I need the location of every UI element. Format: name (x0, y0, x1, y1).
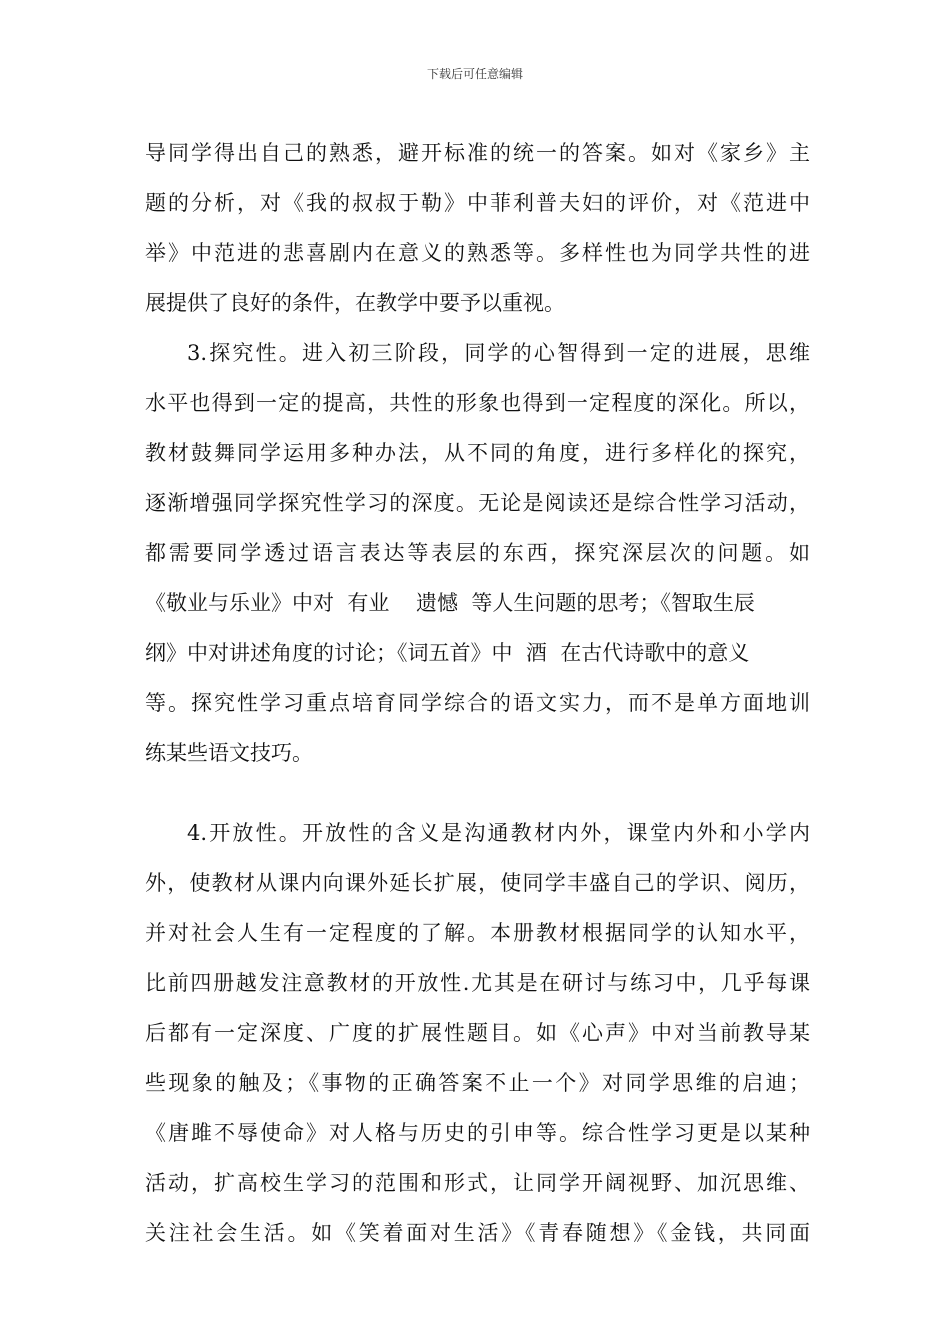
text-line: 活动，扩高校生学习的范围和形式，让同学开阔视野、加沉思维、 (145, 1171, 810, 1195)
text-line: 都需要同学透过语言表达等表层的东西，探究深层次的问题。如 (145, 541, 810, 565)
paragraph-first-line: 3.探究性。进入初三阶段，同学的心智得到一定的进展，思维 (187, 341, 810, 365)
text-line: 《敬业与乐业》中对 有业 遗憾 等人生问题的思考；《智取生辰 (145, 591, 755, 615)
text-line: 练某些语文技巧。 (145, 741, 313, 765)
text-line: 举》中范进的悲喜剧内在意义的熟悉等。多样性也为同学共性的进 (145, 241, 810, 265)
text-line: 纲》中对讲述角度的讨论；《词五首》中 酒 在古代诗歌中的意义 (145, 641, 750, 665)
text-line: 水平也得到一定的提高，共性的形象也得到一定程度的深化。所以， (145, 391, 810, 415)
text-line: 等。探究性学习重点培育同学综合的语文实力，而不是单方面地训 (145, 691, 810, 715)
text-line: 展提供了良好的条件，在教学中要予以重视。 (145, 291, 565, 315)
page-header: 下载后可任意编辑 (426, 67, 523, 81)
text-line: 后都有一定深度、广度的扩展性题目。如《心声》中对当前教导某 (145, 1021, 810, 1045)
text-line: 并对社会人生有一定程度的了解。本册教材根据同学的认知水平， (145, 921, 810, 945)
text-line: 外，使教材从课内向课外延长扩展，使同学丰盛自己的学识、阅历， (145, 871, 810, 895)
text-line: 些现象的触及；《事物的正确答案不止一个》对同学思维的启迪； (145, 1071, 810, 1095)
text-line: 比前四册越发注意教材的开放性.尤其是在研讨与练习中，几乎每课 (145, 971, 810, 995)
text-line: 《唐雎不辱使命》对人格与历史的引申等。综合性学习更是以某种 (145, 1121, 810, 1145)
paragraph-first-line: 4.开放性。开放性的含义是沟通教材内外，课堂内外和小学内 (187, 821, 810, 845)
text-line: 题的分析，对《我的叔叔于勒》中菲利普夫妇的评价，对《范进中 (145, 191, 810, 215)
text-line: 逐渐增强同学探究性学习的深度。无论是阅读还是综合性学习活动， (145, 491, 810, 515)
text-line: 导同学得出自己的熟悉，避开标准的统一的答案。如对《家乡》主 (145, 141, 810, 165)
text-line: 关注社会生活。如《笑着面对生活》《青春随想》《金钱，共同面 (145, 1221, 810, 1245)
text-line: 教材鼓舞同学运用多种办法，从不同的角度，进行多样化的探究， (145, 441, 810, 465)
